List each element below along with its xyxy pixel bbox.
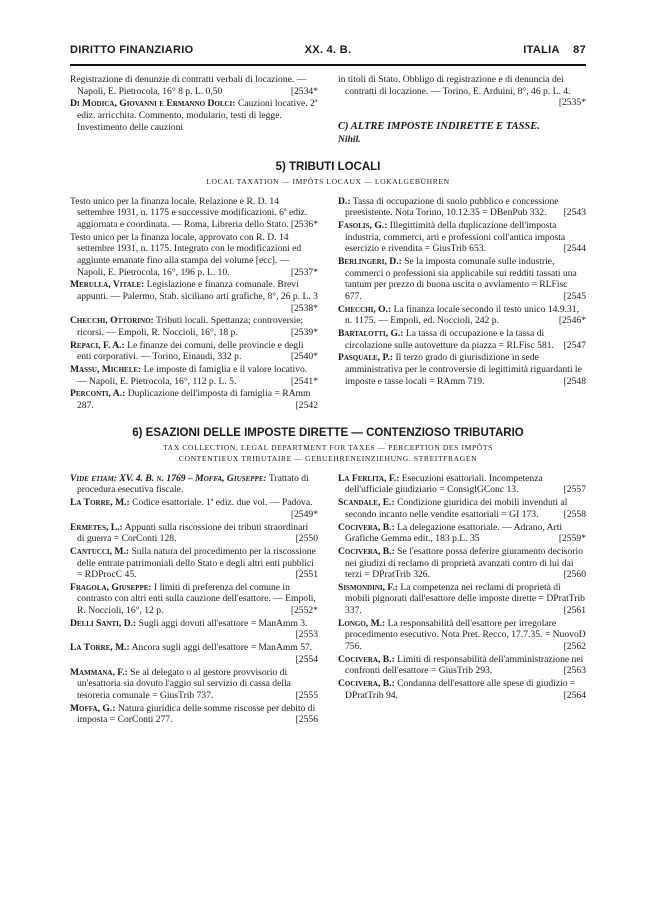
section-5-title: 5) TRIBUTI LOCALI — [275, 160, 381, 173]
entry-text: Cauzioni locative. 2ª ediz. arricchita. Commento, modulario, testi di legge. Investimento delle cauzioni — [77, 98, 318, 133]
section-6-left-column — [70, 473, 318, 727]
bibliography-entry — [70, 98, 318, 133]
bibliography-entry — [70, 618, 318, 641]
bibliography-entry — [70, 279, 318, 314]
section-6-columns — [70, 473, 586, 727]
entry-author: Moffa, G.: — [70, 702, 116, 714]
entry-text: I limiti di preferenza del comune in contrasto con altri enti sulla cauzione dell'esattore. — Empoli, R. Noccioli, 16°, 12 p. — [77, 581, 316, 617]
entry-number: [2551 — [295, 569, 318, 581]
entry-text: Tassa di occupazione di suolo pubblico e concessione preesistente. Nota Torino, 10.12.35 = DBenPub 332. — [345, 195, 559, 219]
entry-author: Merulla, Vitale: — [70, 279, 145, 291]
top-columns — [70, 74, 586, 145]
entry-number: [2536* — [290, 218, 318, 230]
entry-author: Sismondini, F.: — [338, 581, 398, 593]
entry-text: Tributi locali. Spettanza; controversie; ricorsi. — Empoli, R. Noccioli, 16°, 18 p. — [77, 315, 304, 338]
entry-text: Esecuzioni esattoriali. Incompetenza dell'ufficiale giudiziario = ConsiglGConc 13. — [345, 472, 543, 496]
page-number: 87 — [573, 44, 586, 56]
bibliography-entry — [338, 546, 586, 581]
header-country: ITALIA — [523, 44, 560, 56]
entry-author: Delli Santi, D.: — [70, 617, 137, 629]
entry-author: Longo, M.: — [338, 617, 386, 629]
bibliography-entry — [70, 546, 318, 581]
entry-text: Natura giuridica delle somme riscosse per debito di imposta = CorConti 277. — [77, 702, 316, 726]
entry-text: Se al delegato o al gestore provvisorio di un'esattoria sia dovuto l'aggio sul servizio di cassa della tesoreria comunale = GiusTrib 737. — [77, 666, 291, 701]
bibliography-entry — [338, 256, 586, 302]
entry-text: Condizione giuridica dei mobili invenduti al secondo incanto nelle vendite esattoriali = GI 173. — [345, 497, 568, 520]
entry-author: Vide etiam: XV. 4. B. n. 1769 – Moffa, Giuseppe: — [70, 472, 267, 484]
entry-number: [2543 — [563, 207, 586, 219]
section-6-subtitle-2: CONTENTIEUX TRIBUTAIRE — GEBUEHRENEINZIEHUNG. STREITFRAGEN — [178, 453, 478, 463]
entry-author: Checchi, Ottorino: — [70, 315, 154, 327]
entry-number: [2561 — [563, 605, 586, 617]
entry-number: [2539* — [290, 326, 318, 338]
entry-text: Appunti sulla riscossione dei tributi straordinari di guerra = CorConti 128. — [77, 521, 309, 545]
entry-number: [2549* — [290, 508, 318, 520]
entry-number: [2563 — [563, 665, 586, 677]
entry-number: [2553 — [295, 629, 318, 641]
entry-text: Le imposte di famiglia e il valore locativo. — Napoli, E. Pietrocola, 16°, 112 p. L. 5. — [77, 364, 308, 387]
bibliography-entry — [70, 364, 318, 387]
section-5-subtitle: LOCAL TAXATION — IMPÔTS LOCAUX — LOKALGEBÜHREN — [206, 176, 450, 186]
entry-text: Le finanze dei comuni, delle provincie e degli enti corporativi. — Torino, Einaudi, 332 p. — [77, 339, 304, 363]
entry-text: Testo unico per la finanza locale. Relazione e R. D. 14 settembre 1931, n. 1175 e successive modificazioni. 6ª ediz. aggiornata e coordinata. — Roma, Libreria dello Stato. — [70, 195, 308, 230]
header-right — [523, 44, 586, 56]
entry-number: [2562 — [563, 641, 586, 653]
entry-number: [2535* — [558, 97, 586, 109]
section-6-title: 6) ESAZIONI DELLE IMPOSTE DIRETTE — CONTENZIOSO TRIBUTARIO — [132, 426, 524, 439]
bibliography-entry — [338, 328, 586, 351]
entry-author: Ermetes, L.: — [70, 521, 123, 533]
entry-text: Testo unico per la finanza locale, approvato con R. D. 14 settembre 1931, n. 1175. Integrato con le modificazioni ed aggiunte emanate fino alla stampa del volume [ecc]. — Napoli, E. Pietrocola, 16°, 196 p. L. 10. — [70, 231, 302, 278]
entry-text: Trattato di procedura esecutiva fiscale. — [77, 472, 309, 496]
entry-author: Berlingeri, D.: — [338, 256, 402, 268]
entry-author: Cocivera, B.: — [338, 678, 395, 690]
bibliography-entry — [70, 74, 318, 97]
bibliography-entry — [70, 473, 318, 496]
entry-text: Il terzo grado di giurisdizione in sede amministrativa per le controversie di legittimità riguardanti le imposte e tasse locali = RAmm 719. — [345, 352, 582, 387]
entry-text: La tassa di occupazione e la tassa di circolazione sulle autovetture da piazza = RLFisc 581. — [345, 328, 554, 351]
bibliography-entry — [338, 352, 586, 387]
entry-number: [2552* — [290, 605, 318, 617]
entry-text: La responsabilità dell'esattore per irregolare procedimento esecutivo. Nota Pret. Recco, 17.7.35. = NuovoD 756. — [345, 617, 586, 653]
entry-author: Repaci, F. A.: — [70, 339, 125, 351]
category-heading: C) ALTRE IMPOSTE INDIRETTE E TASSE. — [338, 120, 540, 132]
bibliography-entry — [70, 340, 318, 363]
entry-author: Di Modica, Giovanni e Ermanno Dolci: — [70, 98, 236, 110]
running-header — [70, 42, 586, 66]
top-right-column — [338, 74, 586, 145]
bibliography-entry — [338, 196, 586, 219]
entry-number: [2557 — [563, 484, 586, 496]
bibliography-entry — [70, 315, 318, 338]
bibliography-entry — [338, 497, 586, 520]
entry-author: Scandale, E.: — [338, 497, 395, 509]
entry-number: [2560 — [563, 569, 586, 581]
entry-number: [2534* — [290, 85, 318, 97]
entry-number: [2541* — [290, 375, 318, 387]
entry-text: Limiti di responsabilità dell'amministrazione nei confronti dell'esattore = GiusTrib 293. — [345, 653, 584, 677]
entry-author: Mammana, F.: — [70, 666, 128, 678]
bibliography-entry — [338, 678, 586, 701]
entry-number: [2538* — [290, 302, 318, 314]
bibliography-entry — [338, 654, 586, 677]
entry-author: D.: — [338, 195, 351, 207]
entry-author: Bartalotti, G.: — [338, 328, 404, 340]
entry-text: Sugli aggi dovuti all'esattore = ManAmm 3. — [136, 617, 308, 629]
bibliography-entry — [70, 497, 318, 520]
section-5-columns — [70, 196, 586, 413]
entry-text: Ancora sugli aggi dell'esattore = ManAmm 57. — [129, 642, 313, 654]
entry-number: [2548 — [563, 375, 586, 387]
entry-number: [2564 — [563, 689, 586, 701]
entry-author: Checchi, O.: — [338, 303, 392, 315]
entry-author: Perconti, A.: — [70, 388, 126, 400]
top-left-column — [70, 74, 318, 145]
entry-number: [2544 — [563, 243, 586, 255]
entry-author: Cocivera, B.: — [338, 545, 395, 557]
entry-author: Fasolis, G.: — [338, 220, 388, 232]
bibliography-entry — [70, 582, 318, 617]
entry-text: Registrazione di denunzie di contratti verbali di locazione. — Napoli, E. Pietrocola, 16° 8 p. L. 0,50 — [70, 74, 307, 97]
bibliography-entry — [70, 196, 318, 231]
nihil-note: Nihil. — [338, 133, 361, 145]
bibliography-entry — [338, 473, 586, 496]
entry-text: Legislazione e finanza comunale. Brevi appunti. — Palermo, Stab. siciliano arti grafiche, 8°, 26 p. L. 3 — [77, 279, 318, 302]
entry-number: [2542 — [295, 400, 318, 411]
bibliography-entry — [338, 304, 586, 327]
bibliography-entry — [338, 522, 586, 545]
entry-number: [2558 — [563, 508, 586, 520]
entry-author: Fragola, Giuseppe: — [70, 581, 152, 593]
entry-text: Se l'esattore possa deferire giuramento decisorio nei giudizi di reclamo di proprietà avanzati contro di lui dai terzi = DPratTrib 326. — [345, 545, 583, 581]
bibliography-entry — [70, 388, 318, 411]
entry-text: Se la imposta comunale sulle industrie, commerci o professioni sia applicabile sui redditi tassati una tantum per prezzo di buona uscita o avviamento = RLFisc 677. — [345, 256, 577, 302]
entry-text: in titoli di Stato. Obbligo di registrazione e di denuncia dei contratti di locazione. — Torino, E. Arduini, 8°, 46 p. L. 4. — [338, 74, 571, 97]
header-classification: XX. 4. B. — [304, 44, 352, 56]
entry-number: [2547 — [563, 339, 586, 351]
entry-text: La delegazione esattoriale. — Adrano, Arti Grafiche Gemma edit., 183 p.L. 35 — [345, 521, 563, 545]
header-section: DIRITTO FINANZIARIO — [70, 44, 194, 56]
entry-author: La Torre, M.: — [70, 642, 130, 654]
bibliography-entry — [70, 642, 318, 665]
bibliography-entry — [70, 232, 318, 278]
section-5-left-column — [70, 196, 318, 413]
entry-number: [2537* — [290, 266, 318, 278]
entry-author: Pasquale, P.: — [338, 352, 394, 364]
entry-number: [2540* — [290, 351, 318, 363]
entry-author: Cocivera, B.: — [338, 653, 395, 665]
entry-text: La competenza nei reclami di proprietà di mobili pignorati dall'esattore delle imposte dirette = DPratTrib 337. — [345, 581, 585, 617]
bibliography-entry — [70, 703, 318, 726]
page — [70, 42, 586, 727]
section-6-subtitle-1: TAX COLLECTION, LEGAL DEPARTMENT FOR TAXES — PERCEPTION DES IMPÔTS — [163, 442, 493, 452]
entry-number: [2559* — [558, 533, 586, 545]
bibliography-entry — [338, 618, 586, 653]
entry-text: Illegittimità della duplicazione dell'imposta industria, commerci, arti e professioni coll'antica imposta esercizio e rivendita = GiusTrib 653. — [345, 220, 566, 255]
bibliography-entry — [70, 667, 318, 702]
entry-number: [2555 — [295, 689, 318, 701]
entry-number: [2556 — [295, 714, 318, 726]
bibliography-entry — [70, 522, 318, 545]
bibliography-entry — [338, 220, 586, 255]
section-6-right-column — [338, 473, 586, 727]
entry-text: La finanza locale secondo il testo unico 14.9.31, n. 1175. — Empoli, ed. Noccioli, 242 p. — [345, 303, 580, 327]
entry-author: La Ferlita, F.: — [338, 472, 400, 484]
entry-number: [2554 — [295, 653, 318, 665]
entry-text: Codice esattoriale. 1ª ediz. due vol. — Padova. — [129, 497, 313, 509]
bibliography-entry — [338, 74, 586, 109]
entry-author: La Torre, M.: — [70, 497, 130, 509]
entry-text: Duplicazione dell'imposta di famiglia = RAmm 287. — [77, 388, 311, 411]
top-right-entries — [338, 74, 586, 109]
entry-author: Cocivera, B.: — [338, 521, 395, 533]
entry-author: Massu, Michele: — [70, 364, 142, 376]
bibliography-entry — [338, 582, 586, 617]
entry-number: [2545 — [563, 290, 586, 302]
entry-author: Cantucci, M.: — [70, 545, 130, 557]
entry-number: [2550 — [295, 533, 318, 545]
entry-number: [2546* — [558, 315, 586, 327]
entry-text: Condanna dell'esattore alle spese di giudizio = DPratTrib 94. — [345, 678, 576, 701]
section-5-right-column — [338, 196, 586, 413]
entry-text: Sulla natura del procedimento per la riscossione delle entrate patrimoniali dello Stato e degli altri enti pubblici = RDProcC 45. — [77, 545, 316, 581]
